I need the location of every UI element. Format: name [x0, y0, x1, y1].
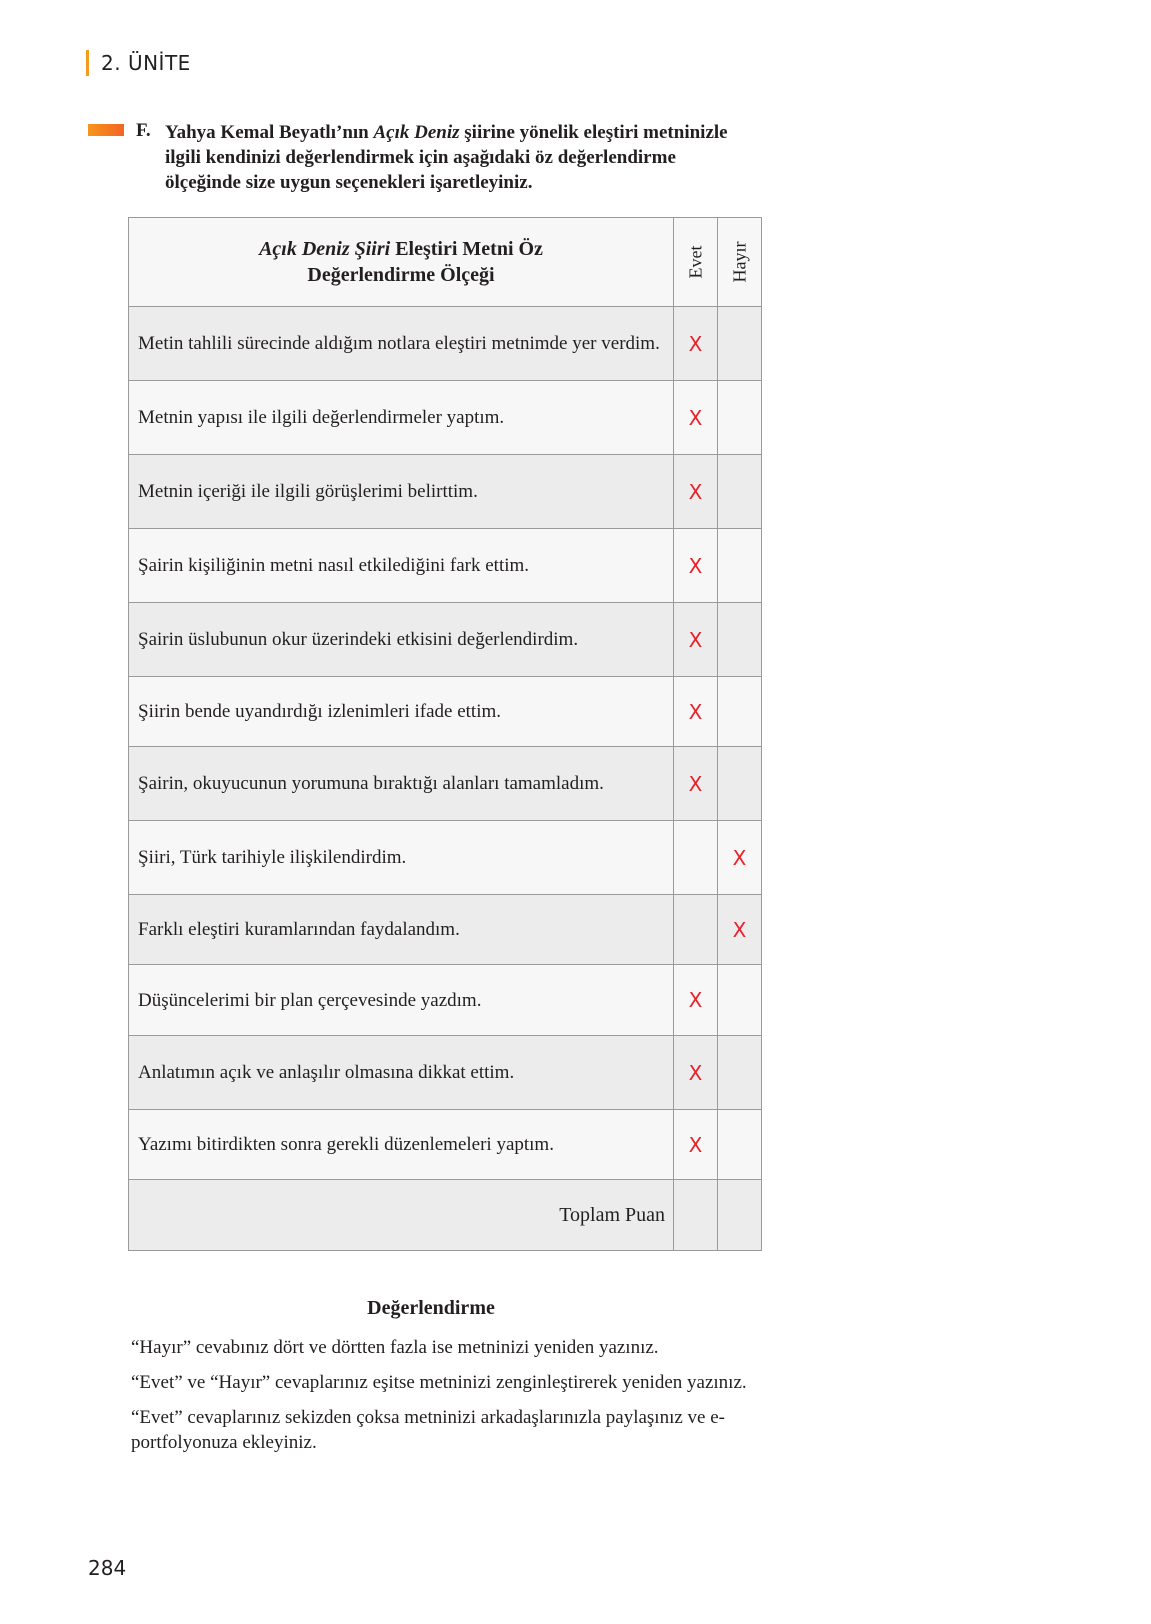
task-text-before: Yahya Kemal Beyatlı’nın	[165, 122, 374, 143]
yes-check-cell[interactable]	[674, 821, 718, 895]
yes-check-cell[interactable]: X	[674, 603, 718, 677]
table-row	[129, 1036, 762, 1110]
task-text-after: şiirine yönelik eleştiri metninizle ilgili kendinizi değerlendirmek için aşağıdaki öz değerlendirme ölçeğinde size uygun seçenekleri işaretleyiniz.	[165, 122, 728, 193]
table-title-line1: Eleştiri Metni Öz	[390, 238, 543, 260]
yes-check-cell[interactable]: X	[674, 965, 718, 1036]
unit-title: 2. ÜNİTE	[101, 51, 191, 75]
row-statement: Metin tahlili sürecinde aldığım notlara eleştiri metnimde yer verdim.	[129, 307, 674, 381]
no-check-cell[interactable]	[718, 677, 762, 747]
yes-check-cell[interactable]: X	[674, 747, 718, 821]
row-statement: Şairin kişiliğinin metni nasıl etkilediğini fark ettim.	[129, 529, 674, 603]
yes-check-cell[interactable]: X	[674, 677, 718, 747]
no-check-cell[interactable]	[718, 381, 762, 455]
table-row	[129, 1110, 762, 1180]
row-statement: Metnin içeriği ile ilgili görüşlerimi belirttim.	[129, 455, 674, 529]
evaluation-section	[131, 1296, 761, 1465]
self-assessment-table	[128, 217, 762, 1251]
total-yes-cell[interactable]	[674, 1180, 718, 1251]
no-check-cell[interactable]	[718, 1110, 762, 1180]
task-text-italic: Açık Deniz	[373, 122, 460, 143]
evaluation-line: “Evet” cevaplarınız sekizden çoksa metninizi arkadaşlarınızla paylaşınız ve e-portfolyonuza ekleyiniz.	[131, 1407, 725, 1453]
table-title-italic: Açık Deniz Şiiri	[259, 238, 391, 260]
no-check-cell[interactable]: X	[718, 821, 762, 895]
table-row	[129, 307, 762, 381]
task-text	[165, 120, 745, 195]
evaluation-line: “Hayır” cevabınız dört ve dörtten fazla ise metninizi yeniden yazınız.	[131, 1337, 659, 1358]
row-statement: Şairin üslubunun okur üzerindeki etkisini değerlendirdim.	[129, 603, 674, 677]
task-marker-icon	[88, 124, 124, 136]
no-check-cell[interactable]	[718, 455, 762, 529]
table-row	[129, 529, 762, 603]
unit-accent-bar	[86, 50, 89, 76]
page-number: 284	[88, 1556, 127, 1580]
no-check-cell[interactable]: X	[718, 895, 762, 965]
total-no-cell[interactable]	[718, 1180, 762, 1251]
no-check-cell[interactable]	[718, 1036, 762, 1110]
row-statement: Şiiri, Türk tarihiyle ilişkilendirdim.	[129, 821, 674, 895]
yes-check-cell[interactable]: X	[674, 455, 718, 529]
total-row	[129, 1180, 762, 1251]
table-row	[129, 965, 762, 1036]
column-header-yes: Evet	[674, 218, 718, 307]
table-title-line2: Değerlendirme Ölçeği	[307, 264, 495, 286]
unit-header	[86, 48, 191, 78]
no-check-cell[interactable]	[718, 747, 762, 821]
task-letter: F.	[136, 120, 151, 141]
row-statement: Şairin, okuyucunun yorumuna bıraktığı alanları tamamladım.	[129, 747, 674, 821]
table-row	[129, 381, 762, 455]
row-statement: Metnin yapısı ile ilgili değerlendirmeler yaptım.	[129, 381, 674, 455]
yes-check-cell[interactable]	[674, 895, 718, 965]
column-header-no: Hayır	[718, 218, 762, 307]
row-statement: Farklı eleştiri kuramlarından faydalandım.	[129, 895, 674, 965]
total-label: Toplam Puan	[129, 1180, 674, 1251]
row-statement: Yazımı bitirdikten sonra gerekli düzenlemeleri yaptım.	[129, 1110, 674, 1180]
no-check-cell[interactable]	[718, 965, 762, 1036]
evaluation-line: “Evet” ve “Hayır” cevaplarınız eşitse metninizi zenginleştirerek yeniden yazınız.	[131, 1372, 747, 1393]
table-row	[129, 895, 762, 965]
no-check-cell[interactable]	[718, 529, 762, 603]
row-statement: Düşüncelerimi bir plan çerçevesinde yazdım.	[129, 965, 674, 1036]
yes-check-cell[interactable]: X	[674, 307, 718, 381]
table-row	[129, 677, 762, 747]
table-row	[129, 821, 762, 895]
yes-check-cell[interactable]: X	[674, 1036, 718, 1110]
table-title	[129, 218, 674, 307]
no-check-cell[interactable]	[718, 307, 762, 381]
table-row	[129, 603, 762, 677]
yes-check-cell[interactable]: X	[674, 529, 718, 603]
yes-check-cell[interactable]: X	[674, 1110, 718, 1180]
table-row	[129, 455, 762, 529]
no-check-cell[interactable]	[718, 603, 762, 677]
row-statement: Şiirin bende uyandırdığı izlenimleri ifade ettim.	[129, 677, 674, 747]
row-statement: Anlatımın açık ve anlaşılır olmasına dikkat ettim.	[129, 1036, 674, 1110]
table-row	[129, 747, 762, 821]
evaluation-title: Değerlendirme	[367, 1297, 495, 1319]
yes-check-cell[interactable]: X	[674, 381, 718, 455]
